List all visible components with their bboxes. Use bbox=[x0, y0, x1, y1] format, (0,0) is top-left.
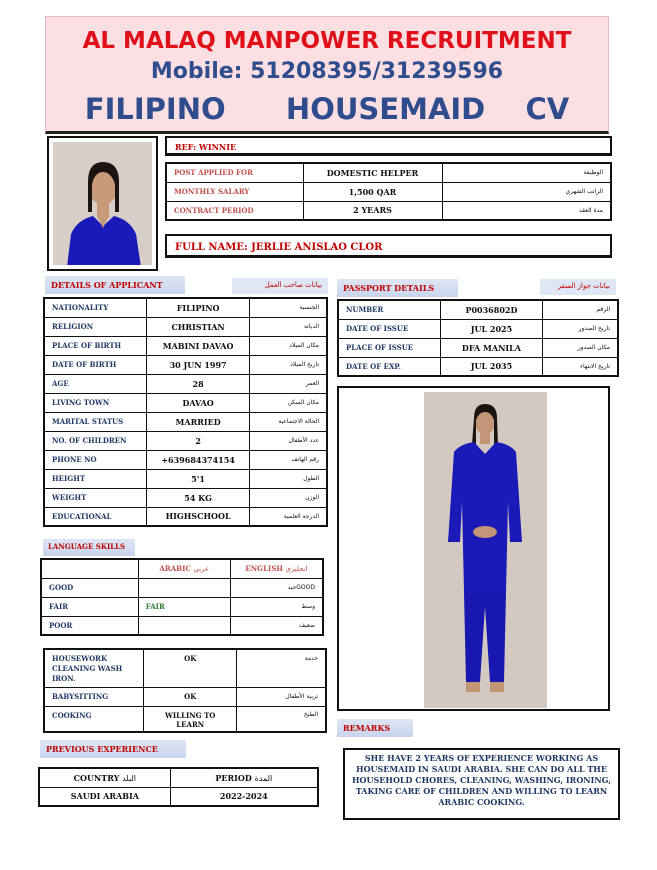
skill-row bbox=[44, 649, 326, 687]
company-name: AL MALAQ MANPOWER RECRUITMENT bbox=[82, 28, 572, 54]
applicant-label: DATE OF BIRTH bbox=[44, 355, 146, 374]
applicant-row bbox=[44, 336, 327, 355]
language-row bbox=[41, 578, 323, 597]
passport-label-ar: تاريخ الانتهاء bbox=[543, 357, 618, 376]
applicant-row bbox=[44, 412, 327, 431]
experience-row bbox=[39, 787, 318, 806]
applicant-row bbox=[44, 450, 327, 469]
applicant-label: HEIGHT bbox=[44, 469, 146, 488]
experience-country: SAUDI ARABIA bbox=[39, 787, 170, 806]
experience-header-row bbox=[39, 768, 318, 787]
applicant-label: PHONE NO bbox=[44, 450, 146, 469]
applicant-label-ar: الوزن bbox=[250, 488, 327, 507]
post-value: 2 YEARS bbox=[303, 201, 442, 220]
english-level: ضعيف bbox=[231, 616, 323, 635]
applicant-row bbox=[44, 431, 327, 450]
country-header-label: COUNTRY bbox=[73, 772, 120, 783]
applicant-label-ar: الديانة bbox=[250, 317, 327, 336]
applicant-value: 2 bbox=[146, 431, 250, 450]
skill-value: OK bbox=[144, 649, 237, 687]
applicant-label-ar: العمر bbox=[250, 374, 327, 393]
applicant-section-title-ar: بيانات صاحب العمل bbox=[232, 278, 328, 294]
passport-label: PLACE OF ISSUE bbox=[338, 338, 440, 357]
post-label: CONTRACT PERIOD bbox=[166, 201, 303, 220]
ref-bar: REF: WINNIE bbox=[165, 136, 612, 156]
language-level-label: FAIR bbox=[41, 597, 138, 616]
applicant-value: 5'1 bbox=[146, 469, 250, 488]
language-level-label: POOR bbox=[41, 616, 138, 635]
applicant-label: RELIGION bbox=[44, 317, 146, 336]
skill-row bbox=[44, 706, 326, 732]
post-label: POST APPLIED FOR bbox=[166, 163, 303, 182]
applicant-value: MABINI DAVAO bbox=[146, 336, 250, 355]
english-level: جيدGOOD bbox=[231, 578, 323, 597]
post-value: DOMESTIC HELPER bbox=[303, 163, 442, 182]
post-value: 1,500 QAR bbox=[303, 182, 442, 201]
passport-row bbox=[338, 338, 618, 357]
arabic-header-label: ARABIC bbox=[159, 564, 191, 574]
skill-row bbox=[44, 687, 326, 706]
post-table bbox=[165, 162, 612, 221]
language-row bbox=[41, 616, 323, 635]
skills-table bbox=[43, 648, 327, 733]
language-header-row bbox=[41, 559, 323, 578]
arabic-header bbox=[138, 559, 230, 578]
applicant-value: DAVAO bbox=[146, 393, 250, 412]
passport-value: DFA MANILA bbox=[440, 338, 542, 357]
skill-value: OK bbox=[144, 687, 237, 706]
english-header bbox=[231, 559, 323, 578]
passport-row bbox=[338, 319, 618, 338]
language-level-label: GOOD bbox=[41, 578, 138, 597]
remarks-section-title: REMARKS bbox=[337, 719, 413, 737]
passport-table bbox=[337, 299, 619, 377]
person-full-body-icon bbox=[424, 392, 547, 708]
skill-label-ar: الطبخ bbox=[237, 706, 326, 732]
applicant-row bbox=[44, 374, 327, 393]
applicant-row bbox=[44, 298, 327, 317]
applicant-label-ar: مكان السكن bbox=[250, 393, 327, 412]
applicant-label: EDUCATIONAL bbox=[44, 507, 146, 526]
passport-label: DATE OF ISSUE bbox=[338, 319, 440, 338]
english-header-label-ar: انجليزي bbox=[285, 565, 308, 574]
cv-header bbox=[45, 16, 609, 134]
passport-section-title: PASSPORT DETAILS bbox=[337, 279, 458, 297]
arabic-level bbox=[138, 616, 230, 635]
applicant-label: NATIONALITY bbox=[44, 298, 146, 317]
applicant-label: NO. OF CHILDREN bbox=[44, 431, 146, 450]
period-header-label: PERIOD bbox=[215, 772, 252, 783]
applicant-row bbox=[44, 355, 327, 374]
post-label-ar: الراتب الشهري bbox=[442, 182, 611, 201]
passport-label-ar: مكان الصدور bbox=[543, 338, 618, 357]
skill-label-ar: تربية الأطفال bbox=[237, 687, 326, 706]
applicant-row bbox=[44, 393, 327, 412]
applicant-label: AGE bbox=[44, 374, 146, 393]
post-label: MONTHLY SALARY bbox=[166, 182, 303, 201]
passport-row bbox=[338, 357, 618, 376]
experience-section-title: PREVIOUS EXPERIENCE bbox=[40, 740, 186, 758]
applicant-value: 30 JUN 1997 bbox=[146, 355, 250, 374]
applicant-label: MARITAL STATUS bbox=[44, 412, 146, 431]
applicant-label-ar: الدرجة العلمية bbox=[250, 507, 327, 526]
cv-title: FILIPINO HOUSEMAID CV bbox=[84, 92, 570, 126]
applicant-label-ar: الطول bbox=[250, 469, 327, 488]
remarks-text: SHE HAVE 2 YEARS OF EXPERIENCE WORKING AS HOUSEMAID IN SAUDI ARABIA. SHE CAN DO ALL THE HOUSEHOLD CHORES, CLEANING, WASHING, IRONING, TAKING CARE OF CHILDREN AND WILLING TO LEARN ARABIC COOKING. bbox=[343, 748, 620, 820]
arabic-header-label-ar: عربي bbox=[193, 565, 210, 574]
passport-value: P0036802D bbox=[440, 300, 542, 319]
applicant-photo-large bbox=[337, 386, 610, 711]
applicant-row bbox=[44, 507, 327, 526]
country-header bbox=[39, 768, 170, 787]
language-row bbox=[41, 597, 323, 616]
applicant-label-ar: مكان الميلاد bbox=[250, 336, 327, 355]
applicant-label: PLACE OF BIRTH bbox=[44, 336, 146, 355]
applicant-label-ar: عدد الأطفال bbox=[250, 431, 327, 450]
full-name-label: FULL NAME: bbox=[175, 242, 252, 253]
applicant-table bbox=[43, 297, 328, 527]
applicant-value: MARRIED bbox=[146, 412, 250, 431]
passport-label: NUMBER bbox=[338, 300, 440, 319]
passport-value: JUL 2025 bbox=[440, 319, 542, 338]
english-header-label: ENGLISH bbox=[245, 564, 283, 574]
passport-value: JUL 2035 bbox=[440, 357, 542, 376]
applicant-value: HIGHSCHOOL bbox=[146, 507, 250, 526]
applicant-label: LIVING TOWN bbox=[44, 393, 146, 412]
period-header bbox=[170, 768, 318, 787]
applicant-value: FILIPINO bbox=[146, 298, 250, 317]
skill-label: BABYSITTING bbox=[44, 687, 144, 706]
applicant-label-ar: تاريخ الميلاد bbox=[250, 355, 327, 374]
applicant-row bbox=[44, 488, 327, 507]
experience-period: 2022-2024 bbox=[170, 787, 318, 806]
mobile-numbers: Mobile: 51208395/31239596 bbox=[150, 59, 504, 84]
applicant-section-title: DETAILS OF APPLICANT bbox=[45, 276, 185, 294]
applicant-label-ar: رقم الهاتف bbox=[250, 450, 327, 469]
applicant-value: CHRISTIAN bbox=[146, 317, 250, 336]
passport-row bbox=[338, 300, 618, 319]
post-row bbox=[166, 201, 611, 220]
post-row bbox=[166, 182, 611, 201]
skill-label: COOKING bbox=[44, 706, 144, 732]
applicant-label: WEIGHT bbox=[44, 488, 146, 507]
arabic-level: FAIR bbox=[138, 597, 230, 616]
full-name-value: JERLIE ANISLAO CLOR bbox=[251, 242, 383, 253]
period-header-label-ar: المدة bbox=[254, 773, 273, 783]
applicant-label-ar: الحالة الاجتماعية bbox=[250, 412, 327, 431]
skill-value: WILLING TO LEARN bbox=[144, 706, 237, 732]
applicant-row bbox=[44, 469, 327, 488]
applicant-value: 54 KG bbox=[146, 488, 250, 507]
post-label-ar: الوظيفة bbox=[442, 163, 611, 182]
applicant-row bbox=[44, 317, 327, 336]
experience-table bbox=[38, 767, 319, 807]
passport-label: DATE OF EXP. bbox=[338, 357, 440, 376]
applicant-photo-small bbox=[47, 136, 158, 271]
skill-label: HOUSEWORK CLEANING WASH IRON. bbox=[44, 649, 144, 687]
passport-label-ar: الرقم bbox=[543, 300, 618, 319]
english-level: وسط bbox=[231, 597, 323, 616]
post-row bbox=[166, 163, 611, 182]
country-header-label-ar: البلد bbox=[122, 773, 137, 783]
language-header-empty bbox=[41, 559, 138, 578]
applicant-value: 28 bbox=[146, 374, 250, 393]
skill-label-ar: خدمة bbox=[237, 649, 326, 687]
language-section-title: LANGUAGE SKILLS bbox=[43, 539, 135, 556]
person-portrait-icon bbox=[53, 142, 152, 265]
language-table bbox=[40, 558, 324, 636]
applicant-value: +639684374154 bbox=[146, 450, 250, 469]
passport-section-title-ar: بيانات جواز السفر bbox=[540, 279, 616, 295]
passport-label-ar: تاريخ الصدور bbox=[543, 319, 618, 338]
full-name-bar bbox=[165, 234, 612, 258]
arabic-level bbox=[138, 578, 230, 597]
applicant-label-ar: الجنسية bbox=[250, 298, 327, 317]
post-label-ar: مدة العقد bbox=[442, 201, 611, 220]
